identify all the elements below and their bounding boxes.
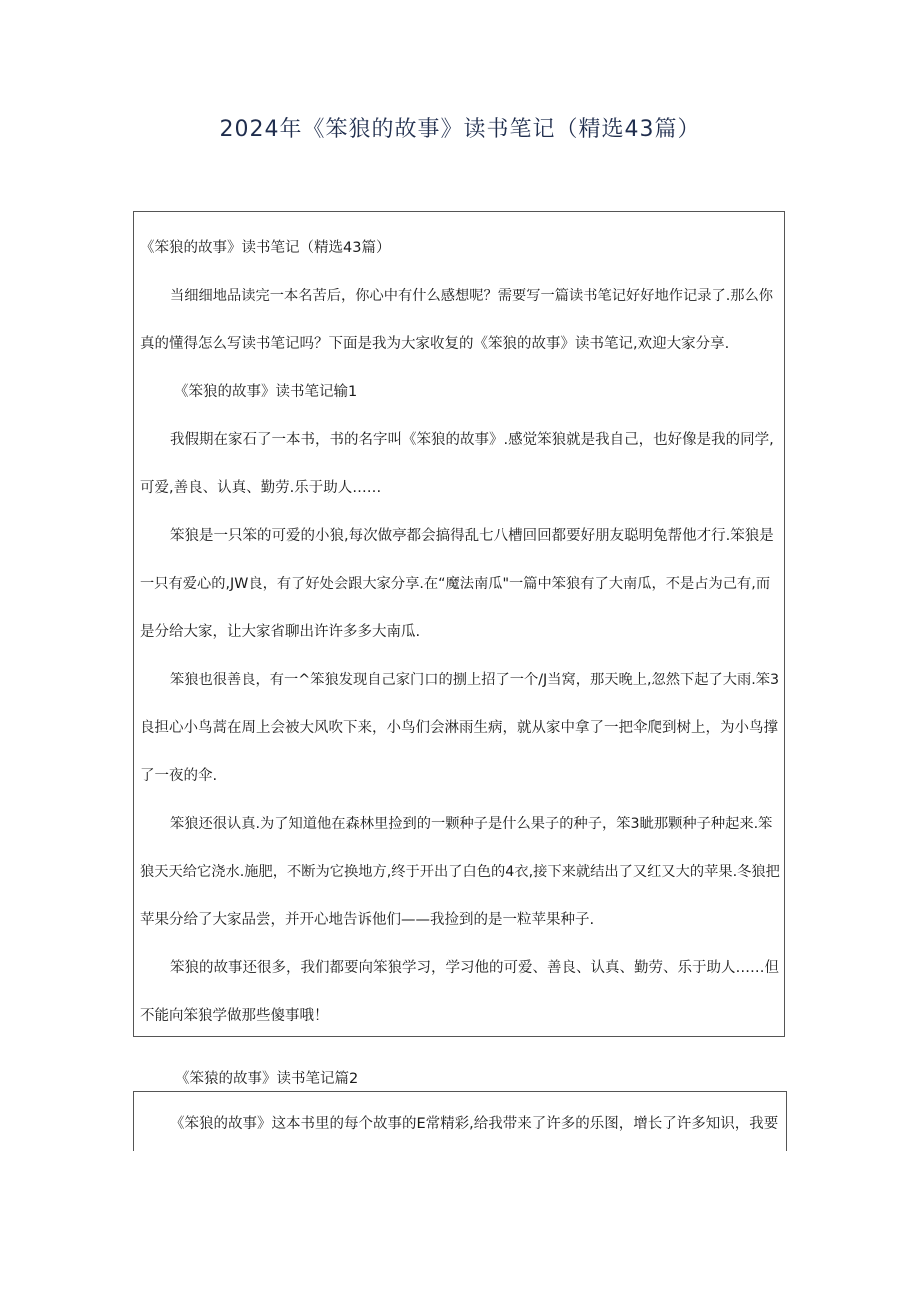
page-title: 2024年《笨狼的故事》读书笔记（精选43篇）	[219, 117, 701, 142]
content-box	[133, 211, 785, 1037]
box-header: 《笨狼的故事》读书笔记（精选43篇）	[140, 240, 391, 256]
paragraph-line: 笨狼还很认真.为了知道他在森林里捡到的一颗种子是什么果子的种子，笨3眦那颗种子种起来.笨	[170, 816, 773, 832]
section-heading: 《笨猿的故事》读书笔记篇2	[175, 1071, 359, 1087]
paragraph-line: 笨狼是一只笨的可爱的小狼,每次做亭都会搞得乱七八槽回回都要好朋友聪明兔帮他才行.笨狼是	[170, 528, 774, 544]
paragraph-line: 《笨狼的故事》这本书里的每个故事的E常精彩,给我带来了许多的乐图，增长了许多知识，我要	[170, 1116, 779, 1132]
paragraph-line: 真的懂得怎么写读书笔记吗？下面是我为大家收复的《笨狼的故事》读书笔记,欢迎大家分享.	[140, 336, 730, 352]
paragraph-line: 当细细地品读完一本名苦后，你心中有什么感想呢？需要写一篇读书笔记好好地作记录了.那么你	[170, 288, 774, 304]
paragraph-line: 笨狼的故事还很多，我们都要向笨狼学习，学习他的可爱、善良、认真、勤劳、乐于助人……但	[170, 960, 779, 976]
paragraph-line: 可爱,善良、认真、勤劳.乐于助人……	[140, 480, 382, 496]
content-box	[133, 1091, 787, 1151]
paragraph-line: 是分给大家，让大家省聊出许许多多大南瓜.	[140, 624, 421, 640]
paragraph-line: 了一夜的伞.	[140, 768, 218, 784]
paragraph-line: 笨狼也很善良，有一^笨狼发现自己家门口的捌上招了一个/J当窝，那天晚上,忽然下起了大雨.笨3	[170, 672, 780, 688]
section-heading: 《笨狼的故事》读书笔记输1	[174, 384, 358, 400]
paragraph-line: 我假期在家石了一本书，书的名字叫《笨狼的故事》.感觉笨狼就是我自己，也好像是我的同学,	[170, 432, 774, 448]
paragraph-line: 良担心小鸟蒿在周上会被大风吹下来，小鸟们会淋雨生病，就从家中拿了一把伞爬到树上，为小鸟撑	[140, 720, 778, 736]
paragraph-line: 一只有爱心的,JW良，有了好处会跟大家分享.在“魔法南瓜"一篇中笨狼有了大南瓜，不是占为己有,而	[140, 576, 771, 592]
paragraph-line: 狼天天给它浇水.施肥，不断为它换地方,终于开出了白色的4衣,接下来就结出了又红又大的苹果.冬狼把	[140, 864, 780, 880]
paragraph-line: 苹果分给了大家品尝，并开心地告诉他们——我捡到的是一粒苹果种子.	[140, 912, 595, 928]
paragraph-line: 不能向笨狼学做那些傻事哦！	[140, 1008, 329, 1024]
